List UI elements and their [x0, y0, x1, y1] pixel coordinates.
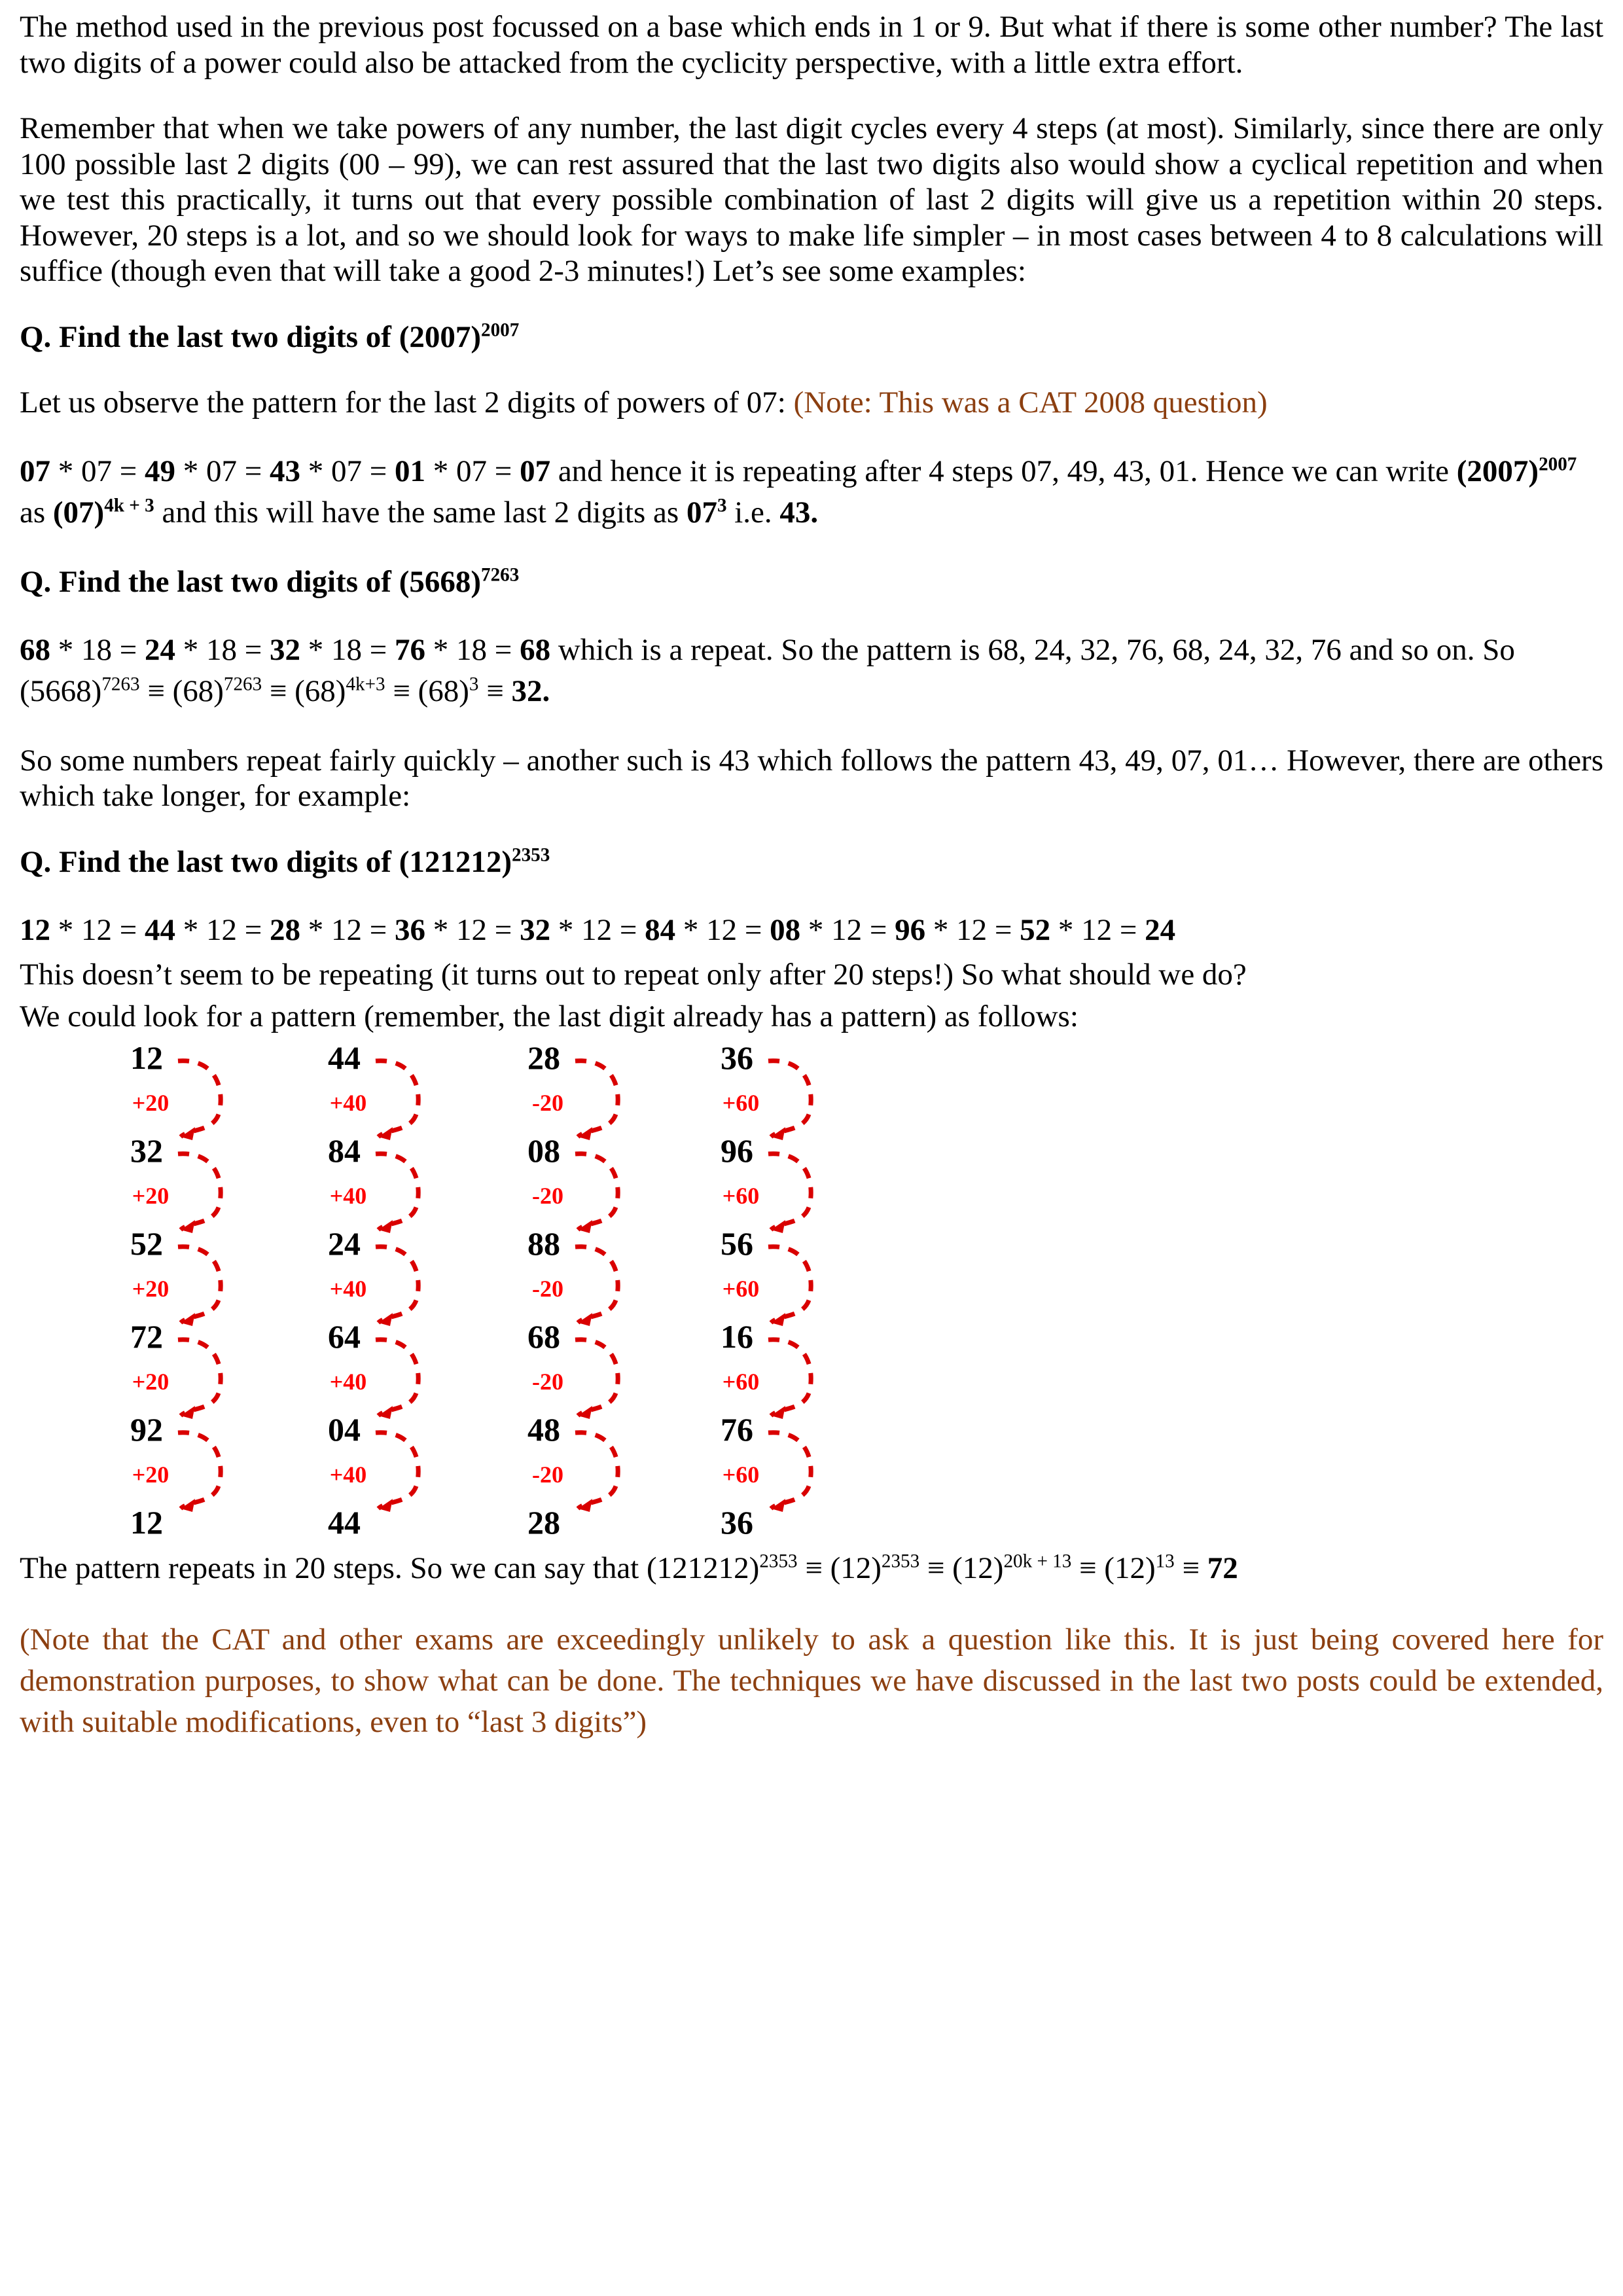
eq68-term-76: 76: [395, 633, 426, 668]
eq-term-07a: 07: [20, 454, 50, 488]
eq68-equiv-4: ≡: [478, 674, 512, 709]
eq12-term-7: 96: [895, 913, 926, 948]
eq12-term-0: 12: [20, 913, 50, 948]
pattern-number: 52: [130, 1225, 163, 1262]
paragraph-observe-07: [20, 385, 1603, 421]
question-1-heading: [20, 319, 1603, 355]
curved-arrow-group-icon: [763, 1041, 848, 1526]
pattern-number: 36: [721, 1039, 753, 1076]
pattern-number: 76: [721, 1410, 753, 1448]
concl-equiv-3: ≡: [1071, 1551, 1105, 1585]
eq68-base-68a: (68): [172, 674, 224, 709]
pattern-number: 08: [527, 1132, 560, 1169]
pattern-number: 12: [130, 1503, 163, 1541]
pattern-number: 72: [130, 1318, 163, 1355]
paragraph-intro: The method used in the previous post focussed on a base which ends in 1 or 9. But what if there is some other number? The last two digits of a power could also be attacked from the cyclicity perspective, with a little extra effort.: [20, 10, 1603, 80]
pattern-delta-label: +40: [329, 1275, 367, 1302]
eq68-exp-4k3: 4k+3: [346, 673, 385, 695]
pattern-number: 48: [527, 1410, 560, 1448]
pattern-number: 68: [527, 1318, 560, 1355]
eq68-term-32: 32: [270, 633, 301, 668]
pattern-number: 04: [328, 1410, 361, 1448]
eq-mid-text: and this will have the same last 2 digits as: [154, 495, 687, 530]
curved-arrow-group-icon: [173, 1041, 258, 1526]
concl-exp-20k13: 20k + 13: [1003, 1551, 1072, 1572]
eq-term-01: 01: [395, 454, 426, 488]
pattern-delta-label: +40: [329, 1089, 367, 1116]
pattern-column-4: [707, 1039, 903, 1541]
pattern-delta-label: +40: [329, 1182, 367, 1209]
pattern-delta-label: +60: [722, 1368, 760, 1395]
eq68-term-24: 24: [145, 633, 176, 668]
eq68-exp-7263b: 7263: [223, 673, 262, 695]
eq68-op-3: * 18 =: [300, 633, 395, 668]
pattern-delta-label: +40: [329, 1368, 367, 1395]
pattern-number: 44: [328, 1503, 361, 1541]
eq68-op-4: * 18 =: [425, 633, 520, 668]
question-2-exponent: 7263: [481, 564, 520, 585]
pattern-number: 12: [130, 1039, 163, 1076]
concl-exp-13: 13: [1155, 1551, 1175, 1572]
concl-answer-72: 72: [1207, 1551, 1238, 1585]
pattern-delta-label: +20: [132, 1275, 169, 1302]
concl-base-12b: (12): [952, 1551, 1004, 1585]
eq-base-07: (07): [52, 495, 105, 530]
eq12-op-7: * 12 =: [925, 913, 1020, 948]
eq-answer-43: 43.: [779, 495, 819, 530]
pattern-number: 64: [328, 1318, 361, 1355]
question-3-heading: [20, 844, 1603, 880]
pattern-number: 88: [527, 1225, 560, 1262]
eq-ie-word: i.e.: [726, 495, 780, 530]
eq12-op-2: * 12 =: [300, 913, 395, 948]
eq-op-3: * 07 =: [300, 454, 395, 488]
concl-exp-2353: 2353: [759, 1551, 798, 1572]
eq68-base-5668: (5668): [20, 674, 102, 709]
eq-final-exp-3: 3: [717, 495, 727, 516]
pattern-delta-label: -20: [532, 1461, 563, 1488]
eq68-base-68b: (68): [294, 674, 346, 709]
pattern-delta-label: +60: [722, 1182, 760, 1209]
eq12-op-4: * 12 =: [550, 913, 645, 948]
question-1-exponent: 2007: [481, 319, 520, 340]
observe-lead-text: Let us observe the pattern for the last 2 digits of powers of 07:: [20, 386, 794, 420]
pattern-delta-label: -20: [532, 1368, 563, 1395]
paragraph-doesnt-repeat: This doesn’t seem to be repeating (it turns out to repeat only after 20 steps!) So what should we do?: [20, 957, 1247, 992]
concl-exp-2353b: 2353: [881, 1551, 920, 1572]
eq12-term-3: 36: [395, 913, 426, 948]
pattern-delta-label: -20: [532, 1275, 563, 1302]
eq-exp-4k3: 4k + 3: [104, 495, 154, 516]
eq-term-49: 49: [145, 454, 176, 488]
eq68-answer-32: 32.: [511, 674, 550, 709]
curved-arrow-group-icon: [370, 1041, 455, 1526]
eq-op-1: * 07 =: [50, 454, 145, 488]
question-3-heading-text: Q. Find the last two digits of (121212): [20, 844, 512, 879]
concl-base-12c: (12): [1104, 1551, 1156, 1585]
eq-as-word: as: [20, 495, 53, 530]
conclusion-prefix-text: The pattern repeats in 20 steps. So we can say that: [20, 1551, 647, 1585]
paragraph-remember: Remember that when we take powers of any number, the last digit cycles every 4 steps (at most). Similarly, since there are only 100 possible last 2 digits (00 – 99), we can rest assured that the last two digits also would show a cyclical repetition and when we test this practically, it turns out that every possible combination of last 2 digits will give us a repetition within 20 steps. However, 20 steps is a lot, and so we should look for ways to make life simpler – in most cases between 4 to 8 calculations will suffice (though even that will take a good 2-3 minutes!) Let’s see some examples:: [20, 111, 1603, 289]
pattern-delta-label: +40: [329, 1461, 367, 1488]
concl-equiv-1: ≡: [797, 1551, 830, 1585]
conclusion-equation: [20, 1548, 1603, 1589]
equation-powers-of-07: [20, 451, 1603, 534]
eq68-repeat-text: which is a repeat. So the pattern is 68, 24, 32, 76, 68, 24, 32, 76 and so on. So: [550, 633, 1515, 668]
eq68-term-68b: 68: [520, 633, 551, 668]
eq12-op-1: * 12 =: [175, 913, 270, 948]
curved-arrow-group-icon: [570, 1041, 655, 1526]
eq68-base-68c: (68): [418, 674, 469, 709]
pattern-delta-label: +20: [132, 1089, 169, 1116]
eq12-term-5: 84: [645, 913, 676, 948]
eq68-equiv-2: ≡: [262, 674, 295, 709]
eq12-op-0: * 12 =: [50, 913, 145, 948]
eq12-op-5: * 12 =: [675, 913, 770, 948]
eq-op-4: * 07 =: [425, 454, 520, 488]
pattern-number: 44: [328, 1039, 361, 1076]
eq12-term-9: 24: [1145, 913, 1176, 948]
pattern-number: 28: [527, 1039, 560, 1076]
eq68-equiv-3: ≡: [385, 674, 418, 709]
cat-2008-note: (Note: This was a CAT 2008 question): [793, 386, 1268, 420]
pattern-number: 32: [130, 1132, 163, 1169]
pattern-delta-label: -20: [532, 1089, 563, 1116]
pattern-number: 84: [328, 1132, 361, 1169]
question-2-heading: [20, 564, 1603, 600]
pattern-delta-label: +20: [132, 1182, 169, 1209]
pattern-column-3: [514, 1039, 710, 1541]
pattern-delta-label: +60: [722, 1275, 760, 1302]
equation-powers-of-68: [20, 630, 1603, 713]
eq12-term-6: 08: [770, 913, 801, 948]
paragraph-some-numbers-repeat: So some numbers repeat fairly quickly – another such is 43 which follows the pattern 43, 49, 07, 01… However, there are others which take longer, for example:: [20, 743, 1603, 814]
eq12-op-3: * 12 =: [425, 913, 520, 948]
pattern-number: 56: [721, 1225, 753, 1262]
concl-base-12a: (12): [830, 1551, 882, 1585]
eq12-term-1: 44: [145, 913, 176, 948]
eq12-term-4: 32: [520, 913, 551, 948]
pattern-column-1: [116, 1039, 313, 1541]
concl-equiv-4: ≡: [1174, 1551, 1207, 1585]
eq-tail-text: and hence it is repeating after 4 steps 07, 49, 43, 01. Hence we can write: [550, 454, 1457, 488]
question-1-heading-text: Q. Find the last two digits of (2007): [20, 319, 481, 354]
eq-term-43: 43: [270, 454, 301, 488]
pattern-delta-label: +20: [132, 1368, 169, 1395]
question-3-exponent: 2353: [512, 844, 550, 866]
eq-base-2007: (2007): [1456, 454, 1539, 488]
pattern-number: 96: [721, 1132, 753, 1169]
eq68-op-2: * 18 =: [175, 633, 270, 668]
eq12-op-6: * 12 =: [800, 913, 895, 948]
question-2-heading-text: Q. Find the last two digits of (5668): [20, 564, 481, 599]
pattern-number: 28: [527, 1503, 560, 1541]
eq68-exp-7263: 7263: [101, 673, 140, 695]
eq68-exp-3: 3: [469, 673, 479, 695]
pattern-delta-label: +20: [132, 1461, 169, 1488]
eq68-term-68a: 68: [20, 633, 50, 668]
pattern-delta-label: +60: [722, 1461, 760, 1488]
eq12-term-2: 28: [270, 913, 301, 948]
pattern-delta-label: -20: [532, 1182, 563, 1209]
equation-powers-of-12: [20, 910, 1603, 951]
pattern-number: 16: [721, 1318, 753, 1355]
pattern-number: 24: [328, 1225, 361, 1262]
eq68-equiv-1: ≡: [139, 674, 173, 709]
pattern-column-2: [314, 1039, 510, 1541]
concl-base-121212: (121212): [647, 1551, 760, 1585]
eq12-op-8: * 12 =: [1050, 913, 1145, 948]
eq68-op-1: * 18 =: [50, 633, 145, 668]
closing-note-paragraph: (Note that the CAT and other exams are exceedingly unlikely to ask a question like this. It is just being covered here for demonstration purposes, to show what can be done. The techniques we have discussed in the last two posts could be extended, with suitable modifications, even to “last 3 digits”): [20, 1623, 1603, 1740]
eq-final-base-07: 07: [686, 495, 717, 530]
cycle-pattern-diagram: [20, 1039, 831, 1541]
eq-term-07c: 07: [520, 454, 551, 488]
eq-op-2: * 07 =: [175, 454, 270, 488]
concl-equiv-2: ≡: [919, 1551, 953, 1585]
eq12-term-8: 52: [1020, 913, 1051, 948]
pattern-number: 36: [721, 1503, 753, 1541]
pattern-number: 92: [130, 1410, 163, 1448]
pattern-delta-label: +60: [722, 1089, 760, 1116]
eq-exp-2007: 2007: [1539, 453, 1577, 475]
paragraph-look-for-pattern: We could look for a pattern (remember, the last digit already has a pattern) as follows:: [20, 999, 1079, 1034]
